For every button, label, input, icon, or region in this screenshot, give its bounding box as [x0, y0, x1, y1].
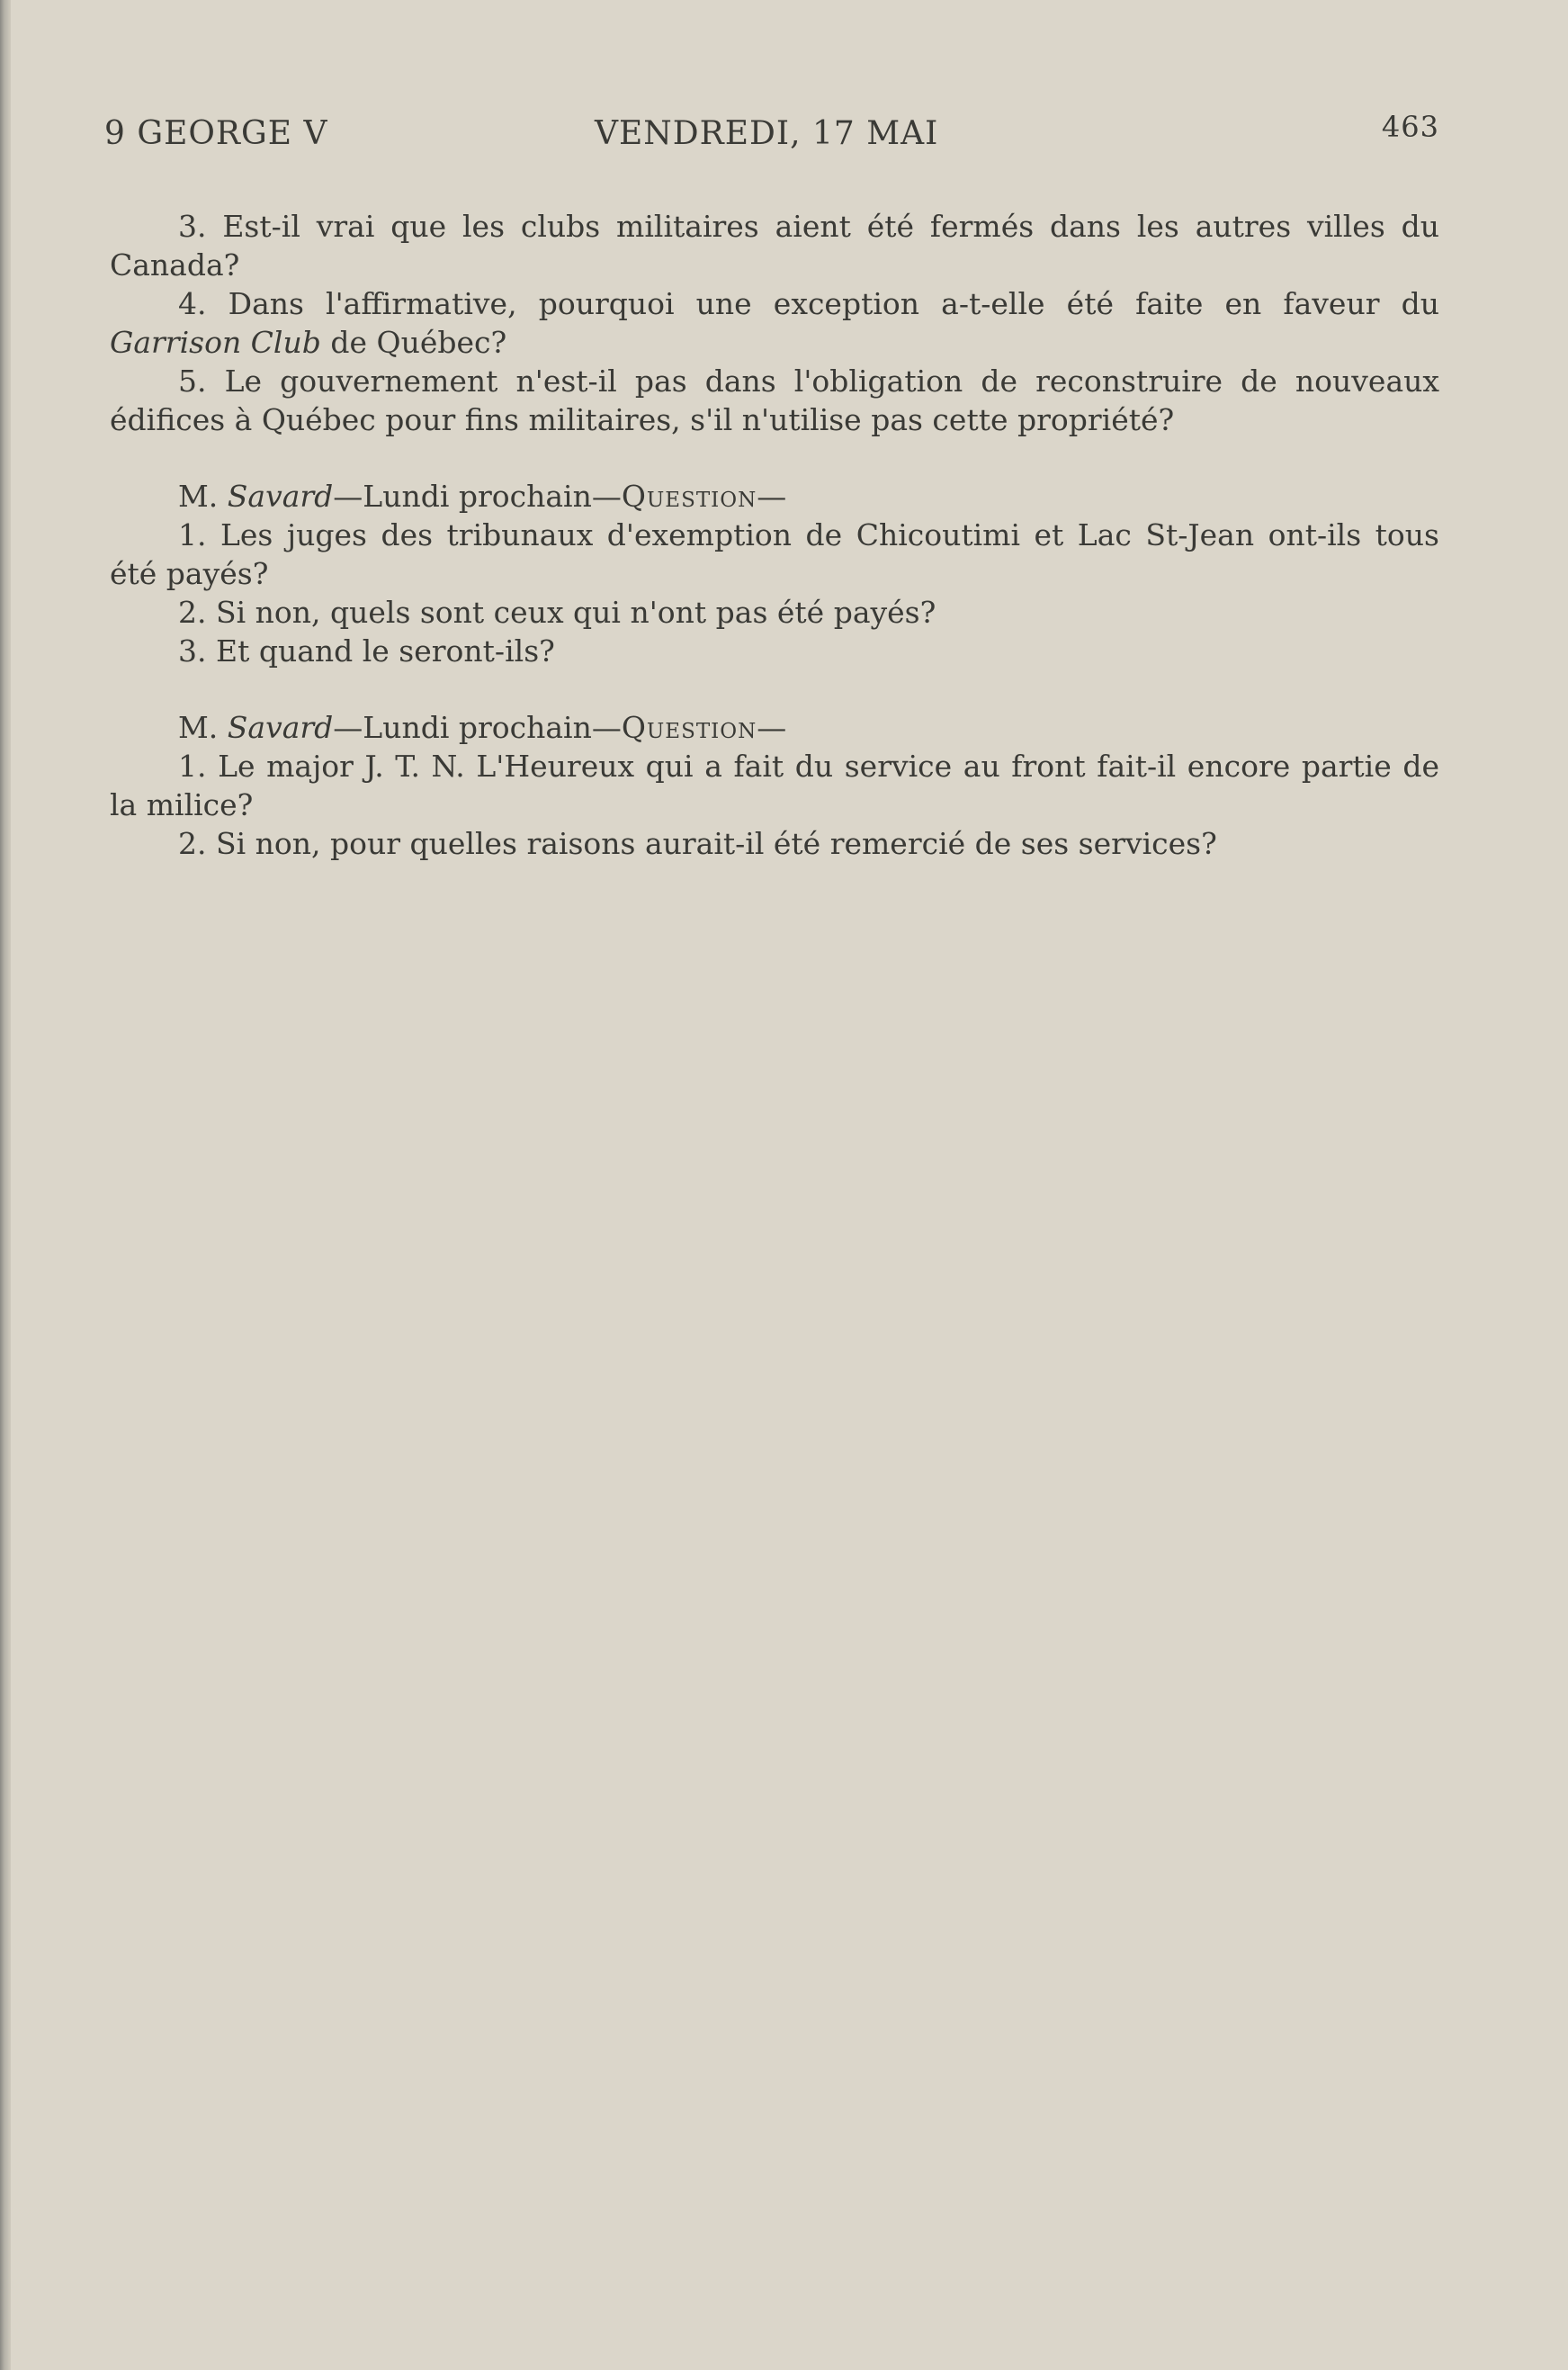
page-number: 463 — [1381, 110, 1439, 144]
header-session: 9 GEORGE V — [104, 115, 328, 152]
notice-heading — [110, 708, 1439, 747]
question-4 — [110, 284, 1439, 362]
header-date: VENDREDI, 17 MAI — [595, 115, 939, 152]
question-4-text: 4. Dans l'affirmative, pourquoi une exception a-t-elle été faite en faveur du — [178, 286, 1439, 321]
question-dash: — — [757, 479, 787, 514]
question-label: Question — [621, 479, 757, 514]
question-3: 3. Est-il vrai que les clubs militaires aient été fermés dans les autres villes du Canada? — [110, 209, 1439, 283]
member-name: Savard — [227, 710, 334, 745]
club-name: Garrison Club — [110, 325, 321, 360]
question-block-2 — [110, 477, 1439, 670]
notice-date: —Lundi prochain— — [333, 479, 622, 514]
member-prefix: M. — [178, 479, 228, 514]
page-header — [104, 110, 1439, 160]
body-text — [110, 207, 1439, 863]
member-name: Savard — [227, 479, 334, 514]
question-1: 1. Le major J. T. N. L'Heureux qui a fait du service au front fait-il encore partie de la milice? — [110, 749, 1439, 822]
question-1: 1. Les juges des tribunaux d'exemption de Chicoutimi et Lac St-Jean ont-ils tous été payés? — [110, 517, 1439, 591]
question-block-3 — [110, 708, 1439, 863]
notice-heading — [110, 477, 1439, 516]
question-5: 5. Le gouvernement n'est-il pas dans l'obligation de reconstruire de nouveaux édifices à Québec pour fins militaires, s'il n'utilise pas cette propriété? — [110, 364, 1439, 437]
question-label: Question — [621, 710, 757, 745]
notice-date: —Lundi prochain— — [333, 710, 622, 745]
question-3: 3. Et quand le seront-ils? — [178, 633, 555, 669]
question-block-1 — [110, 207, 1439, 439]
question-2: 2. Si non, pour quelles raisons aurait-il été remercié de ses services? — [178, 826, 1217, 861]
question-dash: — — [757, 710, 787, 745]
binding-edge — [0, 0, 11, 2370]
question-4-end: de Québec? — [320, 325, 507, 360]
question-2: 2. Si non, quels sont ceux qui n'ont pas été payés? — [178, 595, 936, 630]
member-prefix: M. — [178, 710, 228, 745]
